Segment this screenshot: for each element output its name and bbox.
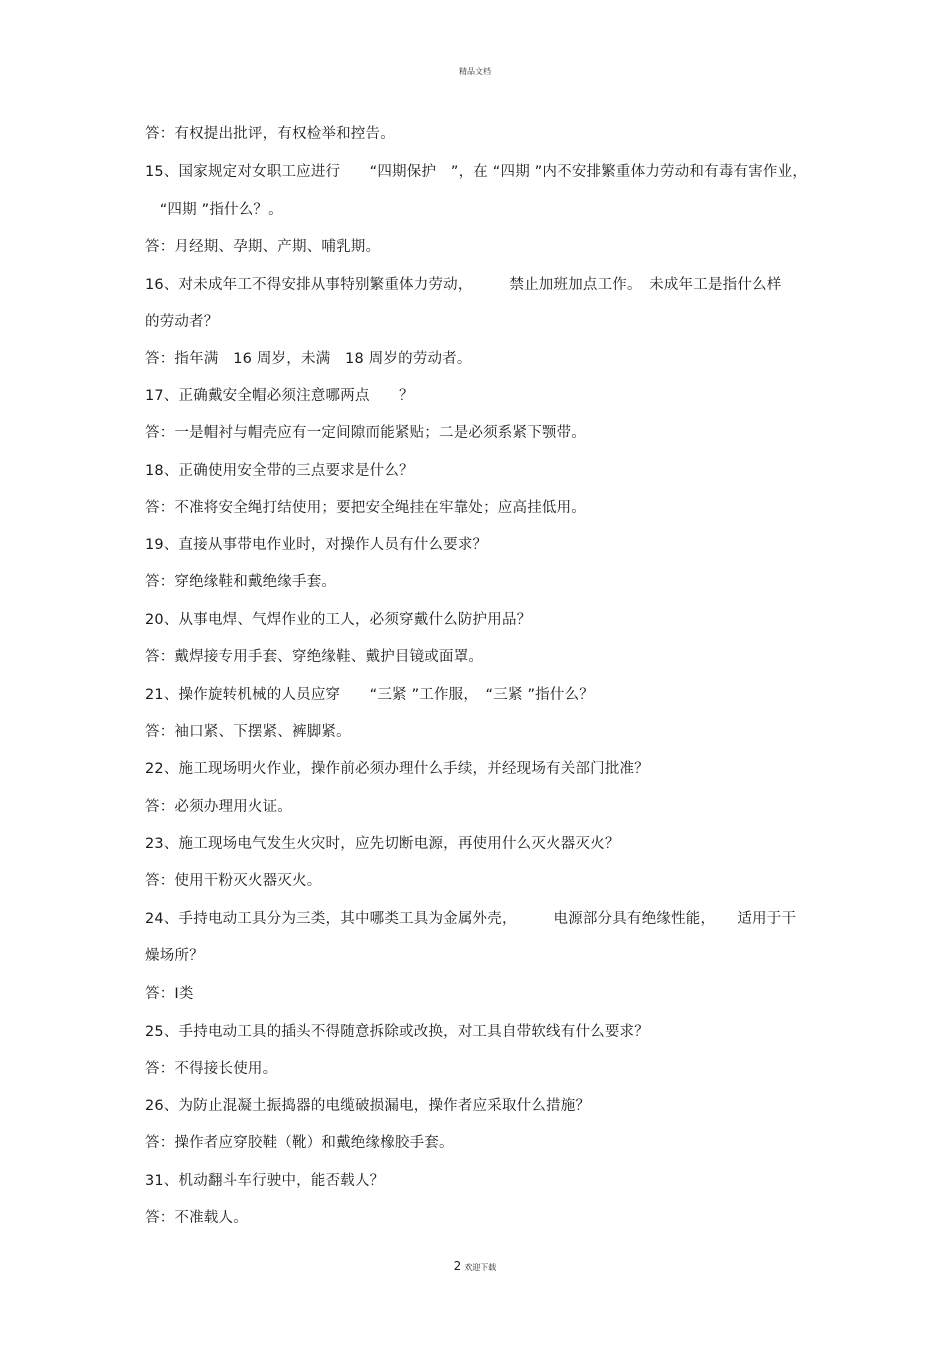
answer-line: 答：不准将安全绳打结使用；要把安全绳挂在牢靠处；应高挂低用。 (145, 500, 586, 516)
answer-line: 答：月经期、孕期、产期、哺乳期。 (145, 239, 381, 255)
answer-line: 答：穿绝缘鞋和戴绝缘手套。 (145, 574, 337, 590)
answer-line: 答：操作者应穿胶鞋（靴）和戴绝缘橡胶手套。 (145, 1135, 454, 1151)
page-footer (0, 1259, 950, 1273)
question-line: 燥场所？ (145, 948, 204, 964)
question-line: 的劳动者？ (145, 314, 219, 330)
question-line: 22、施工现场明火作业，操作前必须办理什么手续，并经现场有关部门批准？ (145, 761, 649, 777)
question-line: “四期 ”指什么？。 (145, 202, 283, 218)
question-line: 16、对未成年工不得安排从事特别繁重体力劳动， 禁止加班加点工作。 未成年工是指什么样 (145, 277, 782, 293)
answer-line: 答：使用干粉灭火器灭火。 (145, 873, 322, 889)
footer-text: 欢迎下载 (464, 1263, 497, 1272)
question-line: 17、正确戴安全帽必须注意哪两点 ？ (145, 388, 414, 404)
question-line: 24、手持电动工具分为三类，其中哪类工具为金属外壳， 电源部分具有绝缘性能， 适用于干 (145, 911, 797, 927)
question-line: 18、正确使用安全带的三点要求是什么？ (145, 463, 414, 479)
answer-line: 答：指年满 16 周岁，未满 18 周岁的劳动者。 (145, 351, 472, 367)
question-line: 15、国家规定对女职工应进行 “四期保护 ”，在 “四期 ”内不安排繁重体力劳动和有毒有害作业， (145, 164, 808, 180)
answer-line: 答：有权提出批评，有权检举和控告。 (145, 126, 395, 142)
question-line: 20、从事电焊、气焊作业的工人，必须穿戴什么防护用品？ (145, 612, 532, 628)
question-line: 21、操作旋转机械的人员应穿 “三紧 ”工作服， “三紧 ”指什么？ (145, 687, 594, 703)
question-line: 25、手持电动工具的插头不得随意拆除或改换，对工具自带软线有什么要求？ (145, 1024, 649, 1040)
page-header: 精品文档 (459, 67, 491, 76)
answer-line: 答：必须办理用火证。 (145, 799, 292, 815)
question-line: 23、施工现场电气发生火灾时，应先切断电源，再使用什么灭火器灭火？ (145, 836, 620, 852)
answer-line: 答：Ⅰ类 (145, 986, 194, 1002)
answer-line: 答：不得接长使用。 (145, 1061, 278, 1077)
page-number: 2 (453, 1259, 462, 1273)
question-line: 19、直接从事带电作业时，对操作人员有什么要求？ (145, 537, 488, 553)
question-line: 26、为防止混凝土振捣器的电缆破损漏电，操作者应采取什么措施？ (145, 1098, 591, 1114)
answer-line: 答：袖口紧、下摆紧、裤脚紧。 (145, 724, 351, 740)
answer-line: 答：不准载人。 (145, 1210, 248, 1226)
answer-line: 答：戴焊接专用手套、穿绝缘鞋、戴护目镜或面罩。 (145, 649, 484, 665)
question-line: 31、机动翻斗车行驶中，能否载人？ (145, 1173, 385, 1189)
answer-line: 答：一是帽衬与帽壳应有一定间隙而能紧贴；二是必须系紧下颚带。 (145, 425, 586, 441)
